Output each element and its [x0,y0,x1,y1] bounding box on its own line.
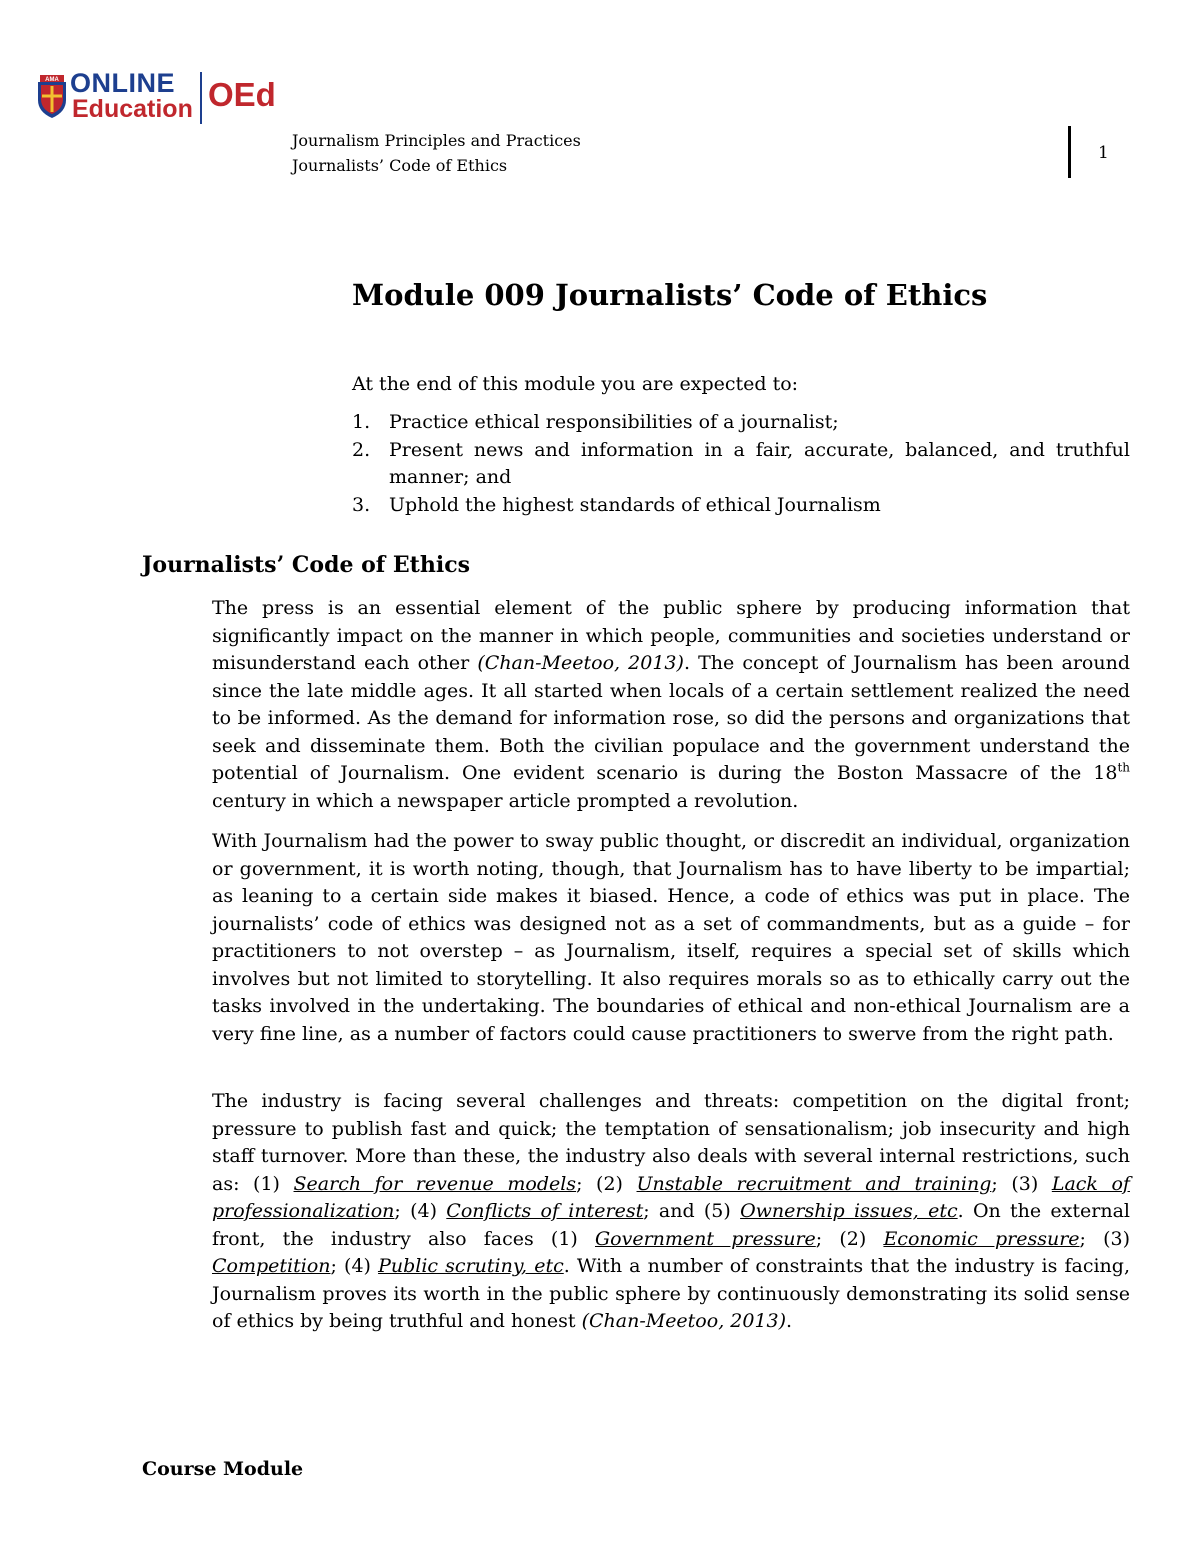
internal-restriction: Unstable recruitment and training [636,1172,992,1195]
header-topic: Journalists’ Code of Ethics [292,156,508,175]
list-number: 3. [352,494,371,516]
internal-restriction: Conflicts of interest [446,1200,644,1222]
text-run: . With a number of constraints that the industry is facing, Journalism proves its worth in the public sphere by continuously demonstrating its solid sense of ethics by being truthful and honest [212,1255,1130,1332]
list-number: 1. [352,411,371,433]
external-pressure: Economic pressure [883,1227,1080,1250]
text-run: ; (3) [1079,1227,1131,1250]
external-pressure: Government pressure [595,1227,816,1250]
text-run: ; (4) [394,1200,447,1222]
list-item [352,437,1130,491]
paragraph-3 [212,1088,1130,1336]
svg-text:AMA: AMA [45,77,59,83]
external-pressure: Competition [212,1255,331,1277]
section-heading: Journalists’ Code of Ethics [142,552,470,578]
internal-restriction: Lack of professionalization [212,1172,1130,1222]
oed-logo [36,70,276,128]
superscript: th [1117,760,1130,775]
objectives-intro: At the end of this module you are expected to: [352,373,799,395]
text-run: The press is an essential element of the public sphere by producing information that significantly impact on the manner in which people, communities and societies understand or misunderstand each other [212,597,1130,674]
text-run: ; (2) [576,1172,637,1195]
text-run: . On the external front, the industry also faces (1) [212,1200,1130,1250]
text-run: ; (2) [815,1227,884,1250]
internal-restriction: Ownership issues, etc [740,1200,958,1222]
logo-divider [200,72,202,124]
header-divider [1068,126,1071,178]
citation: (Chan-Meetoo, 2013) [581,1310,787,1332]
page-number: 1 [1098,143,1109,163]
text-run: . [786,1310,793,1332]
external-pressure: Public scrutiny, etc [378,1255,564,1277]
list-text: Uphold the highest standards of ethical Journalism [389,494,881,516]
list-item [352,409,1130,436]
internal-restriction: Search for revenue models [293,1172,577,1195]
paragraph-1 [212,595,1130,815]
list-number: 2. [352,439,371,461]
logo-oed-text: OEd [208,76,276,113]
logo-education-text: Education [72,95,193,123]
text-run: ; and (5) [643,1200,741,1222]
list-text: Practice ethical responsibilities of a journalist; [389,411,839,433]
logo-online-text: ONLINE [70,68,176,98]
text-run: ; (4) [330,1255,379,1277]
crest-icon [36,74,68,120]
page-title: Module 009 Journalists’ Code of Ethics [352,278,988,312]
text-run: The industry is facing several challenges and threats: competition on the digital front; pressure to publish fast and quick; the temptation of sensationalism; job insecurity and high staff turnover. More than these, the industry also deals with several internal restrictions, such as: (1) [212,1090,1130,1195]
citation: (Chan-Meetoo, 2013) [477,652,684,674]
footer-label: Course Module [142,1458,304,1480]
header-course: Journalism Principles and Practices [292,131,581,150]
text-run: ; (3) [991,1172,1052,1195]
list-text: Present news and information in a fair, accurate, balanced, and truthful manner; and [389,439,1130,488]
text-run: . The concept of Journalism has been around since the late middle ages. It all started when locals of a certain settlement realized the need to be informed. As the demand for information rose, so did the persons and organizations that seek and disseminate them. Both the civilian populace and the government understand the potential of Journalism. One evident scenario is during the Boston Massacre of the 18 [212,652,1130,784]
text-run: century in which a newspaper article prompted a revolution. [212,789,799,812]
paragraph-text: With Journalism had the power to sway public thought, or discredit an individual, organization or government, it is worth noting, though, that Journalism has to have liberty to be impartial; as leaning to a certain side makes it biased. Hence, a code of ethics was put in place. The journalists’ code of ethics was designed not as a set of commandments, but as a guide – for practitioners to not overstep – as Journalism, itself, requires a special set of skills which involves but not limited to storytelling. It also requires morals so as to ethically carry out the tasks involved in the undertaking. The boundaries of ethical and non-ethical Journalism are a very fine line, as a number of factors could cause practitioners to swerve from the right path. [212,830,1130,1045]
list-item [352,492,1130,519]
paragraph-2 [212,828,1130,1048]
